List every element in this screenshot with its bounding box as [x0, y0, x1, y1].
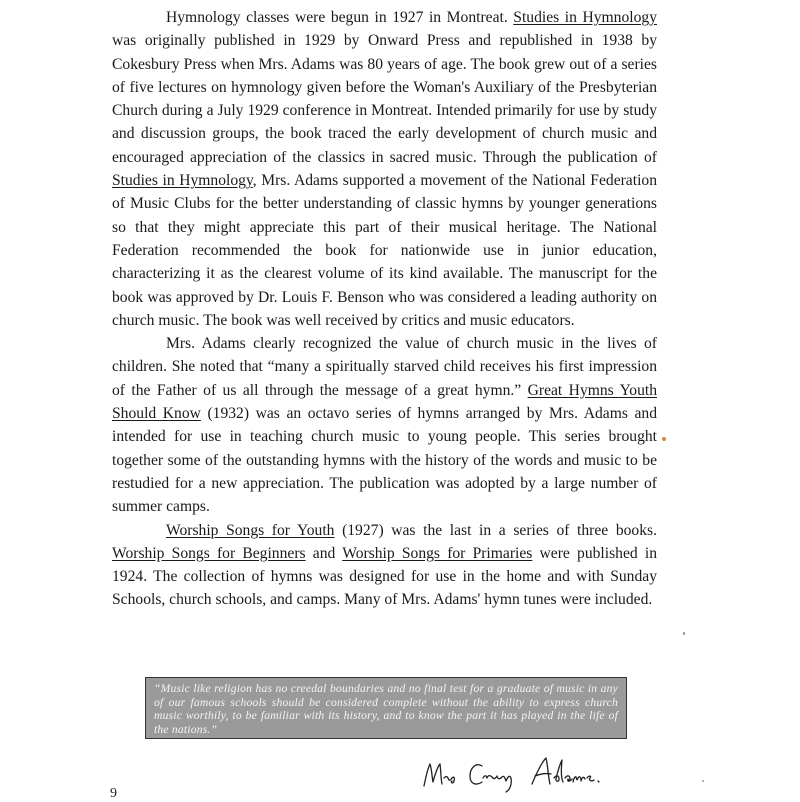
body-text [112, 6, 657, 612]
paper-speck [702, 780, 704, 782]
book-title: Studies in Hymnology [112, 172, 253, 190]
book-title: Studies in Hymnology [513, 9, 657, 26]
text-run: Hymnology classes were begun in 1927 in Montreat. [166, 9, 514, 26]
signature-image [420, 748, 620, 796]
book-title: Worship Songs for Beginners [112, 544, 306, 562]
text-run: , Mrs. Adams supported a movement of the National Federation of Music Clubs for the better understanding of classic hymns by younger generations so that they might appreciate this part of their musical heritage. The National Federation recommended the book for nationwide use in junior education, characterizing it as the clearest volume of its kind available. The manuscript for the book was approved by Dr. Louis F. Benson who was considered a leading authority on church music. The book was well received by critics and music educators. [112, 172, 657, 329]
text-run: was originally published in 1929 by Onward Press and republished in 1938 by Cokesbury Press when Mrs. Adams was 80 years of age. The book grew out of a series of five lectures on hymnology given before the Woman's Auxiliary of the Presbyterian Church during a July 1929 conference in Montreat. Intended primarily for use by study and discussion groups, the book traced the early development of church music and encouraged appreciation of the classics in sacred music. Through the publication of [112, 32, 657, 166]
book-title: Worship Songs for Primaries [342, 544, 533, 562]
paper-speck [683, 632, 685, 635]
paper-speck [662, 437, 666, 441]
paragraph [112, 519, 657, 612]
text-run: and [305, 544, 343, 562]
book-title: Great Hymns Youth Should Know [112, 381, 657, 423]
signature [420, 748, 620, 796]
text-run: (1932) was an octavo series of hymns arranged by Mrs. Adams and intended for use in teaching church music to young people. This series brought together some of the outstanding hymns with the history of the words and music to be restudied for a new appreciation. The publication was adopted by a large number of summer camps. [112, 405, 657, 516]
paragraph [112, 6, 657, 332]
text-run: (1927) was the last in a series of three books. [334, 521, 657, 539]
text-run: were published in 1924. The collection of hymns was designed for use in the home and with Sunday Schools, church schools, and camps. Many of Mrs. Adams' hymn tunes were included. [112, 544, 657, 609]
book-title: Worship Songs for Youth [166, 521, 335, 539]
quote-box [145, 677, 627, 739]
paragraph [112, 332, 657, 518]
page-number: 9 [110, 786, 117, 801]
quote-text: “Music like religion has no creedal boundaries and no final test for a graduate of music in any of our famous schools should be considered complete without the ability to express church music worthily, to be familiar with its history, and to know the part it has played in the life of the nations.” [154, 682, 618, 736]
text-run: Mrs. Adams clearly recognized the value of church music in the lives of children. She noted that “many a spiritually starved child receives his first impression of the Father of us all through the message of a great hymn.” [112, 335, 657, 399]
